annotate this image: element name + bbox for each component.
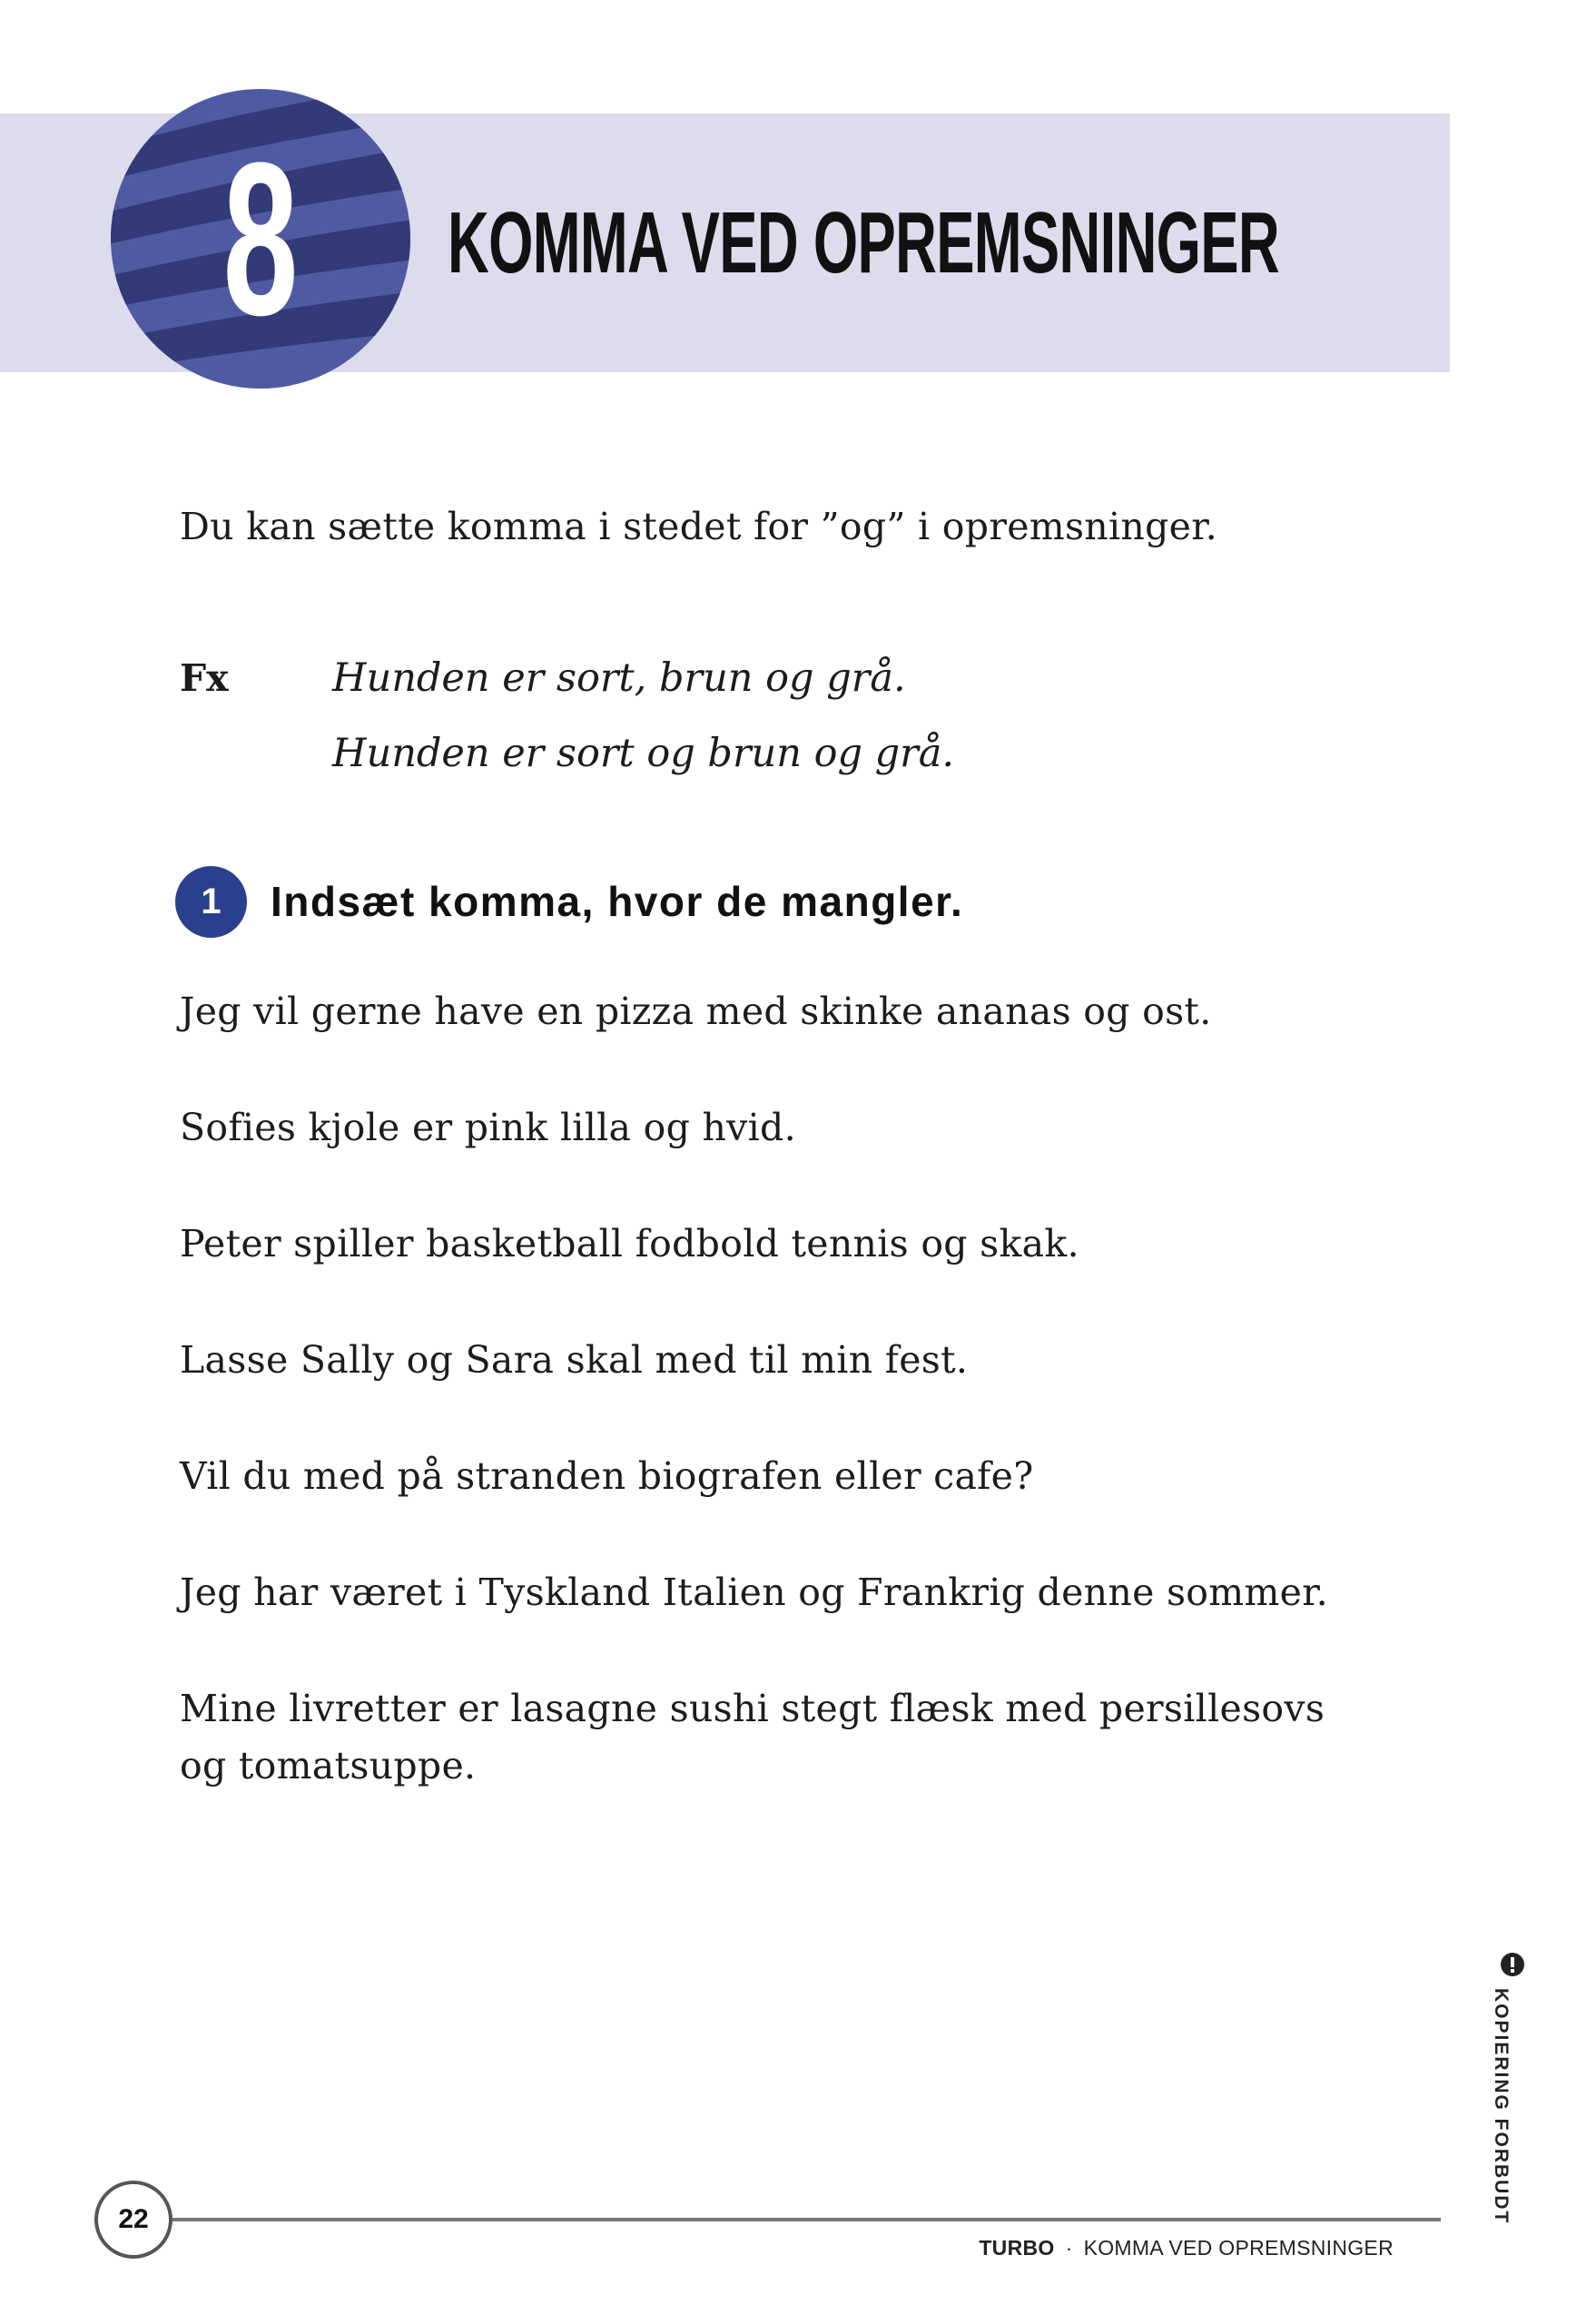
example-label: Fx [180,656,229,700]
footer-caption [979,2231,1394,2264]
exercise-sentence: Jeg har været i Tyskland Italien og Frankrig denne sommer. [180,1571,1328,1614]
exercise-list [180,983,1360,1854]
task-title: Indsæt komma, hvor de mangler. [271,878,964,925]
page-number: 22 [94,2181,172,2259]
chapter-title: KOMMA VED OPREMSNINGER [448,194,1279,291]
exercise-sentence: Jeg vil gerne have en pizza med skinke ananas og ost. [180,990,1212,1033]
example-line: Hunden er sort, brun og grå. [332,655,906,701]
exercise-sentence: Vil du med på stranden biografen eller cafe? [180,1454,1034,1498]
chapter-number: 8 [222,117,299,360]
exercise-sentence: Peter spiller basketball fodbold tennis og skak. [180,1222,1079,1265]
copy-warning: KOPIERING FORBUDT [1491,1988,1512,2225]
task-number-badge: 1 [175,866,247,938]
footer-chapter: KOMMA VED OPREMSNINGER [1083,2236,1394,2260]
exercise-sentence: Mine livretter er lasagne sushi stegt flæsk med persillesovs og tomatsuppe. [180,1687,1325,1787]
footer-book-title: TURBO [979,2236,1055,2260]
example-line: Hunden er sort og brun og grå. [332,731,955,776]
intro-text: Du kan sætte komma i stedet for ”og” i opremsninger. [180,505,1217,548]
exercise-sentence: Lasse Sally og Sara skal med til min fest. [180,1338,969,1382]
exclamation-circle-icon [1500,1952,1525,1977]
exercise-sentence: Sofies kjole er pink lilla og hvid. [180,1106,796,1149]
footer-divider [172,2218,1441,2221]
footer-separator: · [1065,2236,1073,2260]
